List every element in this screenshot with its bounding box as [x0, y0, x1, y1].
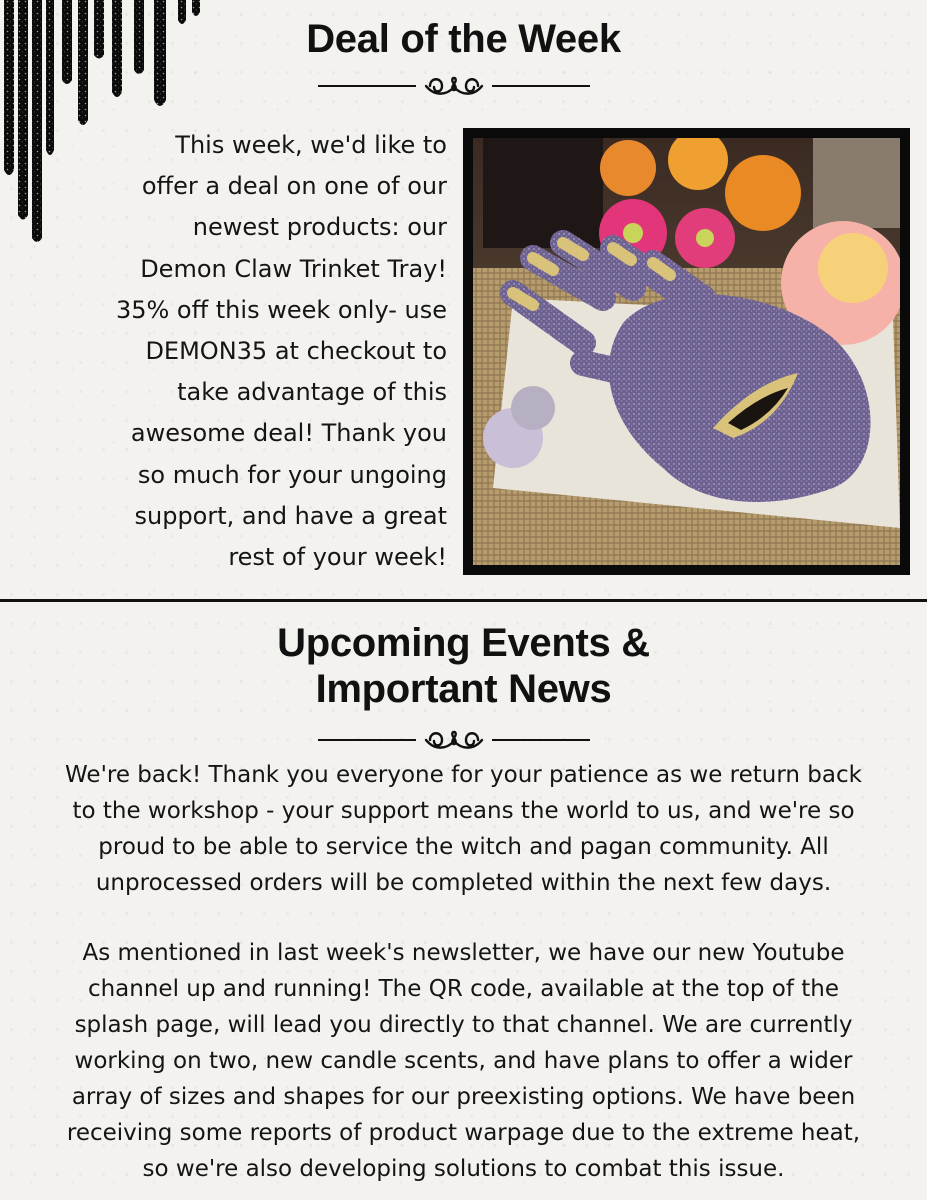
deal-line: newest products: our	[192, 213, 447, 242]
news-paragraph	[0, 757, 927, 901]
news-line: to the workshop - your support means the world to us, and we're so	[72, 798, 855, 824]
flourish-divider-icon	[318, 73, 590, 99]
deal-line: take advantage of this	[177, 378, 447, 407]
section-divider	[0, 599, 927, 602]
deal-line: DEMON35 at checkout to	[145, 337, 447, 366]
deal-line: rest of your week!	[228, 543, 447, 572]
news-line: proud to be able to service the witch and pagan community. All	[98, 834, 829, 860]
news-line: As mentioned in last week's newsletter, we have our new Youtube	[82, 940, 845, 966]
deal-line: offer a deal on one of our	[141, 172, 447, 201]
deal-line: awesome deal! Thank you	[130, 419, 447, 448]
deal-line: Demon Claw Trinket Tray!	[140, 254, 447, 283]
news-line: We're back! Thank you everyone for your patience as we return back	[65, 762, 862, 788]
flourish-divider-icon	[318, 727, 590, 753]
deal-line: This week, we'd like to	[175, 131, 447, 159]
news-line: receiving some reports of product warpage due to the extreme heat,	[66, 1120, 861, 1146]
news-body	[0, 757, 927, 1187]
deal-description	[60, 125, 447, 578]
events-heading	[0, 620, 927, 712]
news-line: splash page, will lead you directly to that channel. We are currently	[74, 1012, 853, 1038]
news-line: channel up and running! The QR code, available at the top of the	[87, 976, 840, 1002]
news-line: unprocessed orders will be completed within the next few days.	[95, 870, 832, 896]
deal-line: 35% off this week only- use	[115, 295, 447, 324]
news-line: so we're also developing solutions to combat this issue.	[142, 1156, 785, 1182]
deal-line: so much for your ungoing	[137, 460, 447, 489]
news-line: array of sizes and shapes for our preexisting options. We have been	[71, 1084, 856, 1110]
product-photo	[463, 128, 910, 575]
news-line: working on two, new candle scents, and have plans to offer a wider	[74, 1048, 853, 1074]
deal-heading: Deal of the Week	[306, 17, 621, 61]
news-paragraph	[0, 935, 927, 1187]
events-heading-line: Important News	[315, 667, 612, 711]
deal-line: support, and have a great	[134, 501, 447, 530]
demon-claw-trinket-tray-image	[473, 138, 900, 565]
events-heading-line: Upcoming Events &	[277, 621, 650, 665]
